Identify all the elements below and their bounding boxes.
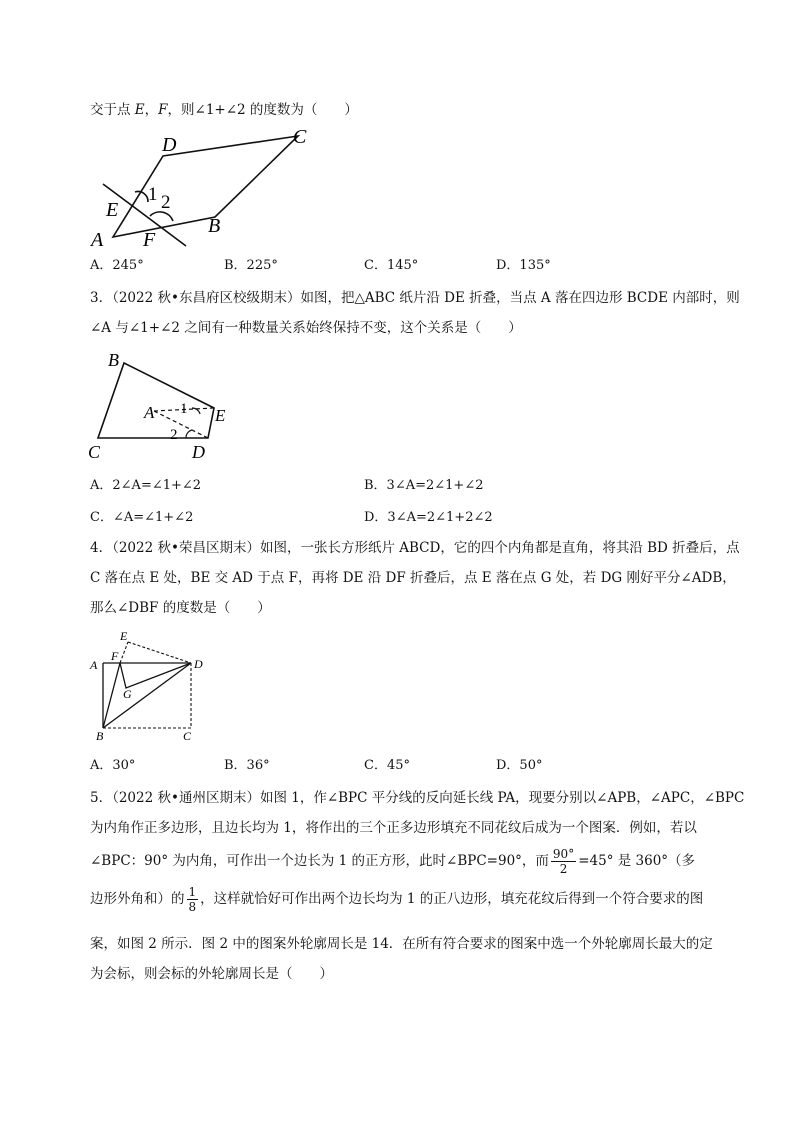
q5-line3-text-b: =45° 是 360°（多: [578, 853, 696, 869]
q4-label-d: D: [194, 657, 203, 671]
q4-stem-line1: 4．（2022 秋•荣昌区期末）如图，一张长方形纸片 ABCD，它的四个内角都是直角，将其沿 BD 折叠后，点: [90, 540, 740, 556]
q2-label-f: F: [143, 229, 156, 251]
q4-label-g: G: [123, 687, 132, 701]
q5-stem-line4: [90, 884, 703, 914]
q5-frac2-denominator: 8: [188, 900, 197, 914]
q4-choice-b[interactable]: B．36°: [224, 758, 270, 773]
q5-fraction-90-over-2: [551, 847, 576, 876]
q2-stem-text: 交于点: [90, 102, 135, 118]
q2-label-2: 2: [161, 192, 171, 213]
q3-label-d: D: [192, 442, 205, 462]
q2-label-e: E: [106, 199, 119, 221]
q2-stem-tail: [90, 100, 358, 120]
q4-label-f: F: [111, 649, 119, 663]
q2-choice-a[interactable]: A．245°: [90, 258, 144, 273]
q4-choice-d[interactable]: D．50°: [496, 758, 543, 773]
q3-label-b: B: [108, 350, 119, 370]
q2-parallelogram: [113, 136, 298, 237]
q3-angle-2-arc: [186, 430, 192, 438]
q3-stem-line2: ∠A 与∠1+∠2 之间有一种数量关系始终保持不变，这个关系是（ ）: [90, 320, 522, 336]
q3-label-1: 1: [180, 401, 188, 417]
q3-figure: [88, 348, 238, 463]
q4-stem-line2: C 落在点 E 处，BE 交 AD 于点 F，再将 DE 沿 DF 折叠后，点 E 落在点 G 处，若 DG 刚好平分∠ADB，: [90, 570, 736, 586]
q3-label-e: E: [215, 406, 226, 425]
q5-frac2-numerator: 1: [188, 885, 197, 899]
q5-line4-text-a: 边形外角和）的: [90, 891, 185, 907]
q5-stem-line6: 为会标，则会标的外轮廓周长是（ ）: [90, 966, 333, 982]
q5-line3-text-a: ∠BPC：90° 为内角，可作出一个边长为 1 的正方形，此时∠BPC=90°，而: [90, 853, 549, 869]
q2-point-f: F: [158, 102, 168, 118]
q3-quadrilateral: [98, 363, 214, 438]
q2-label-a: A: [91, 229, 104, 251]
q5-line4-text-b: ，这样就恰好可作出两个边长均为 1 的正八边形，填充花纹后得到一个符合要求的图: [200, 891, 704, 907]
q4-label-a: A: [90, 658, 98, 672]
q3-choice-d[interactable]: D．3∠A=2∠1+2∠2: [364, 510, 493, 525]
q5-frac1-denominator: 2: [559, 862, 568, 876]
q2-choice-c[interactable]: C．145°: [364, 258, 419, 273]
q3-label-c: C: [88, 442, 101, 462]
q2-label-c: C: [293, 126, 307, 148]
q2-label-1: 1: [148, 184, 158, 205]
q4-label-b: B: [96, 729, 104, 743]
q5-frac1-numerator: 90°: [552, 847, 575, 861]
q4-stem-line3: 那么∠DBF 的度数是（ ）: [90, 600, 271, 616]
q4-fold-ed: [128, 642, 191, 663]
q4-choice-a[interactable]: A．30°: [90, 758, 136, 773]
q2-point-e: E: [134, 102, 145, 118]
q4-fold-fe: [120, 642, 128, 663]
q5-fraction-1-over-8: [187, 885, 199, 914]
q5-stem-line3: [90, 846, 695, 876]
q2-choice-b[interactable]: B．225°: [224, 258, 278, 273]
q3-label-2: 2: [170, 427, 178, 443]
q2-figure: [88, 120, 328, 255]
q4-label-c: C: [183, 729, 192, 743]
q2-choice-d[interactable]: D．135°: [496, 258, 551, 273]
q5-stem-line1: 5．（2022 秋•通州区期末）如图 1，作∠BPC 平分线的反向延长线 PA，现要分别以∠APB，∠APC，∠BPC: [90, 790, 745, 806]
q4-choice-c[interactable]: C．45°: [364, 758, 410, 773]
q5-stem-line2: 为内角作正多边形，且边长均为 1，将作出的三个正多边形填充不同花纹后成为一个图案．例如，若以: [90, 820, 697, 836]
q3-choice-b[interactable]: B．3∠A=2∠1+∠2: [364, 478, 484, 493]
q2-comma: ，: [144, 102, 159, 118]
q3-label-a: A: [144, 403, 155, 422]
q4-figure: [88, 628, 213, 743]
q3-choice-a[interactable]: A．2∠A=∠1+∠2: [90, 478, 202, 493]
q2-label-b: B: [208, 215, 221, 237]
q2-angle-2-arc: [150, 212, 173, 221]
q3-stem-line1: 3．（2022 秋•东昌府区校级期末）如图，把△ABC 纸片沿 DE 折叠，当点 A 落在四边形 BCDE 内部时，则: [90, 290, 740, 306]
q5-stem-line5: 案，如图 2 所示．图 2 中的图案外轮廓周长是 14．在所有符合要求的图案中选一个外轮廓周长最大的定: [90, 936, 713, 952]
q4-diagonal-bd: [103, 663, 191, 728]
q4-label-e: E: [120, 629, 128, 643]
q2-question: ，则∠1+∠2 的度数为（ ）: [167, 102, 358, 118]
q2-label-d: D: [162, 134, 177, 156]
q3-choice-c[interactable]: C．∠A=∠1+∠2: [90, 510, 194, 525]
